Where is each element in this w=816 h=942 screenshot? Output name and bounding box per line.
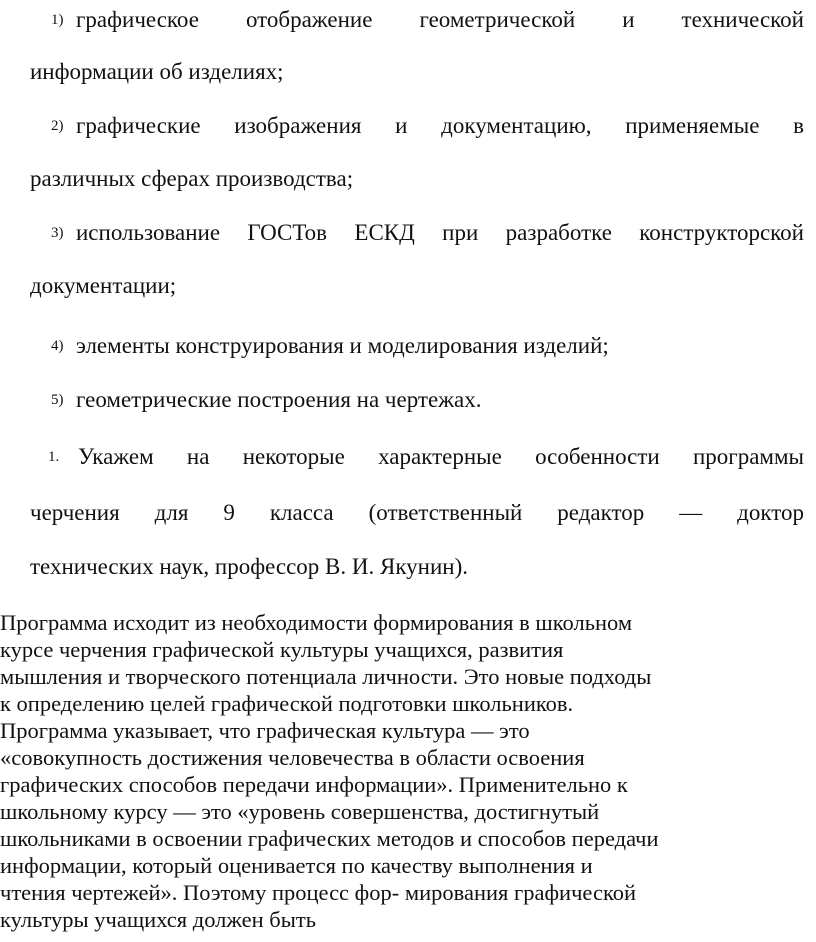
paragraph-line: чтения чертежей». Поэтому процесс фор- мирования графической — [0, 880, 637, 905]
list-item-text-line: графическое отображение геометрической и технической — [76, 7, 804, 32]
list-item-3-continuation — [0, 266, 816, 306]
list-item-number: 1) — [51, 12, 64, 28]
list-item-3 — [0, 213, 816, 253]
list-item-number: 5) — [51, 392, 64, 408]
list-item-text-line: использование ГОСТов ЕСКД при разработке конструкторской — [76, 220, 804, 245]
body-paragraph — [0, 609, 812, 933]
list-item-5 — [0, 380, 816, 420]
list-item-text-line: элементы конструирования и моделирования изделий; — [76, 333, 609, 358]
list-item-number: 2) — [51, 118, 64, 134]
list-item-1 — [0, 0, 816, 40]
paragraph-line: информации, который оценивается по качеству выполнения и — [0, 853, 593, 878]
paragraph-line: курсе черчения графической культуры учащихся, развития — [0, 637, 564, 662]
list-item-text-line: геометрические построения на чертежах. — [76, 387, 482, 412]
paragraph-line: школьниками в освоении графических методов и способов передачи — [0, 826, 659, 851]
list-item-number: 4) — [51, 338, 64, 354]
numbered-item-text-line: черчения для 9 класса (ответственный редактор — доктор — [30, 500, 804, 525]
numbered-item-number: 1. — [48, 449, 60, 465]
numbered-item-text-line: Укажем на некоторые характерные особенности программы — [78, 444, 804, 469]
numbered-item-text-line: технических наук, профессор В. И. Якунин). — [30, 554, 469, 579]
list-item-number: 3) — [51, 225, 64, 241]
paragraph-line: Программа указывает, что графическая культура — это — [0, 718, 530, 743]
list-item-1-continuation — [0, 52, 816, 92]
list-item-text-line: информации об изделиях; — [30, 59, 284, 84]
numbered-item-1-continuation — [0, 547, 816, 587]
list-item-text-line: документации; — [30, 273, 177, 298]
list-item-2-continuation — [0, 159, 816, 199]
paragraph-line: к определению целей графической подготовки школьников. — [0, 691, 574, 716]
paragraph-line: школьному курсу — это «уровень совершенства, достигнутый — [0, 799, 600, 824]
list-item-text-line: различных сферах производства; — [30, 166, 354, 191]
list-item-2 — [0, 106, 816, 146]
paragraph-line: Программа исходит из необходимости формирования в школьном — [0, 610, 633, 635]
list-item-4 — [0, 326, 816, 366]
paragraph-line: графических способов передачи информации». Применительно к — [0, 772, 628, 797]
numbered-item-1-continuation — [0, 493, 816, 533]
paragraph-line: мышления и творческого потенциала личности. Это новые подходы — [0, 664, 652, 689]
paragraph-line: культуры учащихся должен быть — [0, 907, 316, 932]
list-item-text-line: графические изображения и документацию, применяемые в — [76, 113, 804, 138]
paragraph-line: «совокупность достижения человечества в области освоения — [0, 745, 585, 770]
numbered-item-1 — [0, 437, 816, 477]
